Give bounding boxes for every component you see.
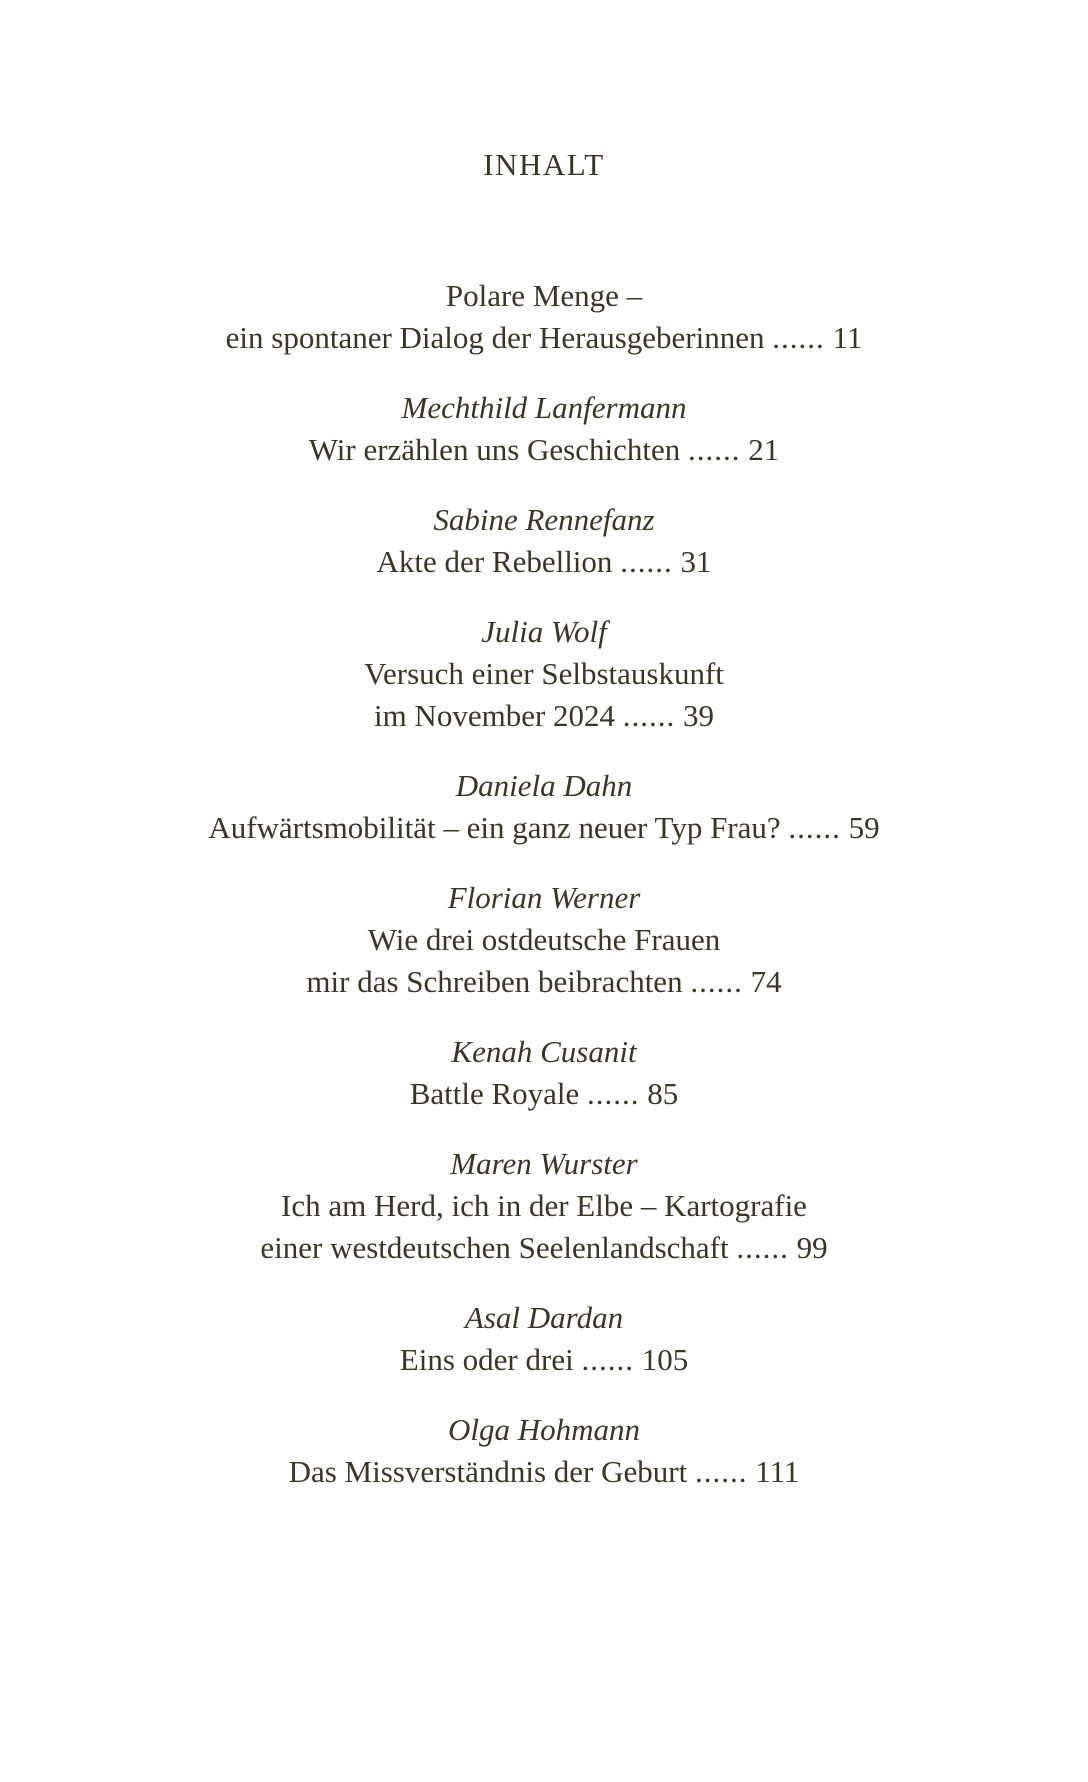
- dot-leader: ......: [622, 698, 676, 733]
- entry-title-line-last: [0, 1073, 1088, 1115]
- page-number: 105: [641, 1342, 689, 1377]
- dot-leader: ......: [788, 810, 841, 845]
- entry-title-line: Versuch einer Selbstauskunft: [364, 656, 724, 691]
- entry-author: Olga Hohmann: [447, 1412, 641, 1447]
- entry-title-line-last: [0, 807, 1088, 849]
- toc-entry: [0, 1409, 1088, 1493]
- entry-author: Florian Werner: [447, 880, 641, 915]
- entry-title-line-last: [0, 541, 1088, 583]
- page-number: 59: [848, 810, 880, 845]
- dot-leader: ......: [620, 544, 673, 579]
- entry-author: Julia Wolf: [481, 614, 607, 649]
- toc-entry: [0, 1031, 1088, 1115]
- entry-title-text: Das Missverständnis der Geburt: [288, 1454, 688, 1489]
- entry-author: Sabine Rennefanz: [433, 502, 655, 537]
- toc-entry: [0, 1297, 1088, 1381]
- entry-author: Mechthild Lanfermann: [401, 390, 687, 425]
- dot-leader: ......: [772, 320, 825, 355]
- entry-title-line: Wie drei ostdeutsche Frauen: [367, 922, 721, 957]
- page-number: 99: [796, 1230, 828, 1265]
- entry-author: Daniela Dahn: [455, 768, 633, 803]
- table-of-contents: [0, 275, 1088, 1521]
- entry-title-line: Polare Menge –: [445, 278, 643, 313]
- toc-entry: [0, 611, 1088, 737]
- dot-leader: ......: [736, 1230, 789, 1265]
- page-number: 31: [680, 544, 712, 579]
- entry-title-line-last: [0, 1227, 1088, 1269]
- entry-title-text: Eins oder drei: [399, 1342, 574, 1377]
- page-number: 85: [647, 1076, 679, 1111]
- page-number: 111: [755, 1454, 800, 1489]
- entry-author: Kenah Cusanit: [451, 1034, 637, 1069]
- page-number: 11: [832, 320, 863, 355]
- toc-entry: [0, 275, 1088, 359]
- dot-leader: ......: [694, 1454, 748, 1489]
- entry-title-line-last: [0, 695, 1088, 737]
- entry-title-line-last: [0, 1339, 1088, 1381]
- entry-title-line-last: [0, 1451, 1088, 1493]
- toc-entry: [0, 387, 1088, 471]
- page-number: 74: [750, 964, 782, 999]
- entry-author: Maren Wurster: [450, 1146, 638, 1181]
- dot-leader: ......: [687, 432, 741, 467]
- entry-title-text: einer westdeutschen Seelenlandschaft: [260, 1230, 729, 1265]
- dot-leader: ......: [581, 1342, 634, 1377]
- page-number: 21: [748, 432, 780, 467]
- entry-title-line: Ich am Herd, ich in der Elbe – Kartografie: [281, 1188, 807, 1223]
- entry-title-text: Wir erzählen uns Geschichten: [308, 432, 681, 467]
- page-number: 39: [683, 698, 715, 733]
- entry-title-text: Battle Royale: [409, 1076, 580, 1111]
- toc-entry: [0, 765, 1088, 849]
- toc-entry: [0, 1143, 1088, 1269]
- dot-leader: ......: [690, 964, 743, 999]
- toc-entry: [0, 877, 1088, 1003]
- entry-title-text: Aufwärtsmobilität – ein ganz neuer Typ Frau?: [208, 810, 781, 845]
- entry-author: Asal Dardan: [464, 1300, 624, 1335]
- entry-title-text: mir das Schreiben beibrachten: [306, 964, 683, 999]
- entry-title-line-last: [0, 429, 1088, 471]
- toc-entry: [0, 499, 1088, 583]
- entry-title-text: Akte der Rebellion: [376, 544, 613, 579]
- entry-title-line-last: [0, 961, 1088, 1003]
- page-title: INHALT: [483, 147, 605, 182]
- entry-title-text: ein spontaner Dialog der Herausgeberinnen: [225, 320, 765, 355]
- dot-leader: ......: [587, 1076, 640, 1111]
- entry-title-line-last: [0, 317, 1088, 359]
- entry-title-text: im November 2024: [373, 698, 616, 733]
